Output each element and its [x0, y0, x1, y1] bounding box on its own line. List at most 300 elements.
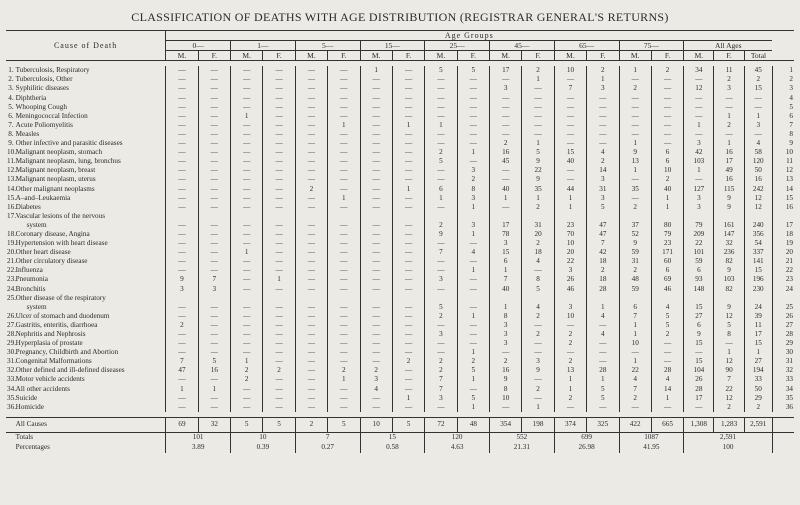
value-cell: 52	[619, 230, 651, 239]
value-cell: —	[619, 75, 651, 84]
value-cell: —	[554, 403, 586, 412]
value-cell: —	[166, 339, 198, 348]
value-cell: —	[166, 121, 198, 130]
value-cell: —	[392, 175, 424, 184]
value-cell: —	[198, 312, 230, 321]
empty-cell	[651, 212, 683, 221]
value-cell: —	[328, 239, 360, 248]
empty-cell	[263, 212, 295, 221]
value-cell: —	[295, 148, 327, 157]
value-cell: —	[360, 166, 392, 175]
value-cell: 54	[744, 239, 772, 248]
row-number: 15	[772, 194, 794, 203]
value-cell: —	[392, 239, 424, 248]
value-cell: 5	[587, 203, 619, 212]
value-cell: 101	[684, 248, 714, 257]
value-cell: 1	[328, 375, 360, 384]
empty-cell	[651, 294, 683, 303]
table-row	[6, 303, 794, 312]
value-cell: —	[231, 285, 263, 294]
female-header: F.	[457, 51, 489, 61]
value-cell: —	[425, 239, 457, 248]
value-cell: 6	[651, 148, 683, 157]
table-row	[6, 212, 794, 221]
value-cell: —	[198, 130, 230, 139]
value-cell: —	[457, 121, 489, 130]
value-cell: 15	[554, 148, 586, 157]
value-cell: —	[263, 103, 295, 112]
cause-label: Other defined and ill-defined diseases	[15, 366, 125, 375]
row-number: 13	[772, 175, 794, 184]
value-cell: —	[619, 175, 651, 184]
value-cell: —	[392, 385, 424, 394]
empty-cell	[198, 212, 230, 221]
value-cell: —	[166, 348, 198, 357]
female-header: F.	[263, 51, 295, 61]
value-cell: —	[328, 157, 360, 166]
value-cell: —	[392, 194, 424, 203]
value-cell: 50	[744, 385, 772, 394]
value-cell: 1	[425, 194, 457, 203]
value-cell: 10	[554, 66, 586, 75]
value-cell: 93	[684, 275, 714, 284]
value-cell: 1	[231, 112, 263, 121]
cause-number: 27.	[7, 320, 16, 329]
value-cell: —	[490, 130, 522, 139]
table-row	[6, 194, 794, 203]
empty-cell	[744, 294, 772, 303]
empty-cell	[295, 294, 327, 303]
value-cell: —	[198, 221, 230, 230]
empty-cell	[772, 432, 794, 443]
value-cell: 198	[522, 417, 554, 432]
value-cell: 5	[522, 285, 554, 294]
value-cell: 42	[684, 148, 714, 157]
value-cell: —	[328, 203, 360, 212]
value-cell: 1	[263, 275, 295, 284]
value-cell: 69	[166, 417, 198, 432]
value-cell: —	[554, 121, 586, 130]
value-cell: 9	[619, 239, 651, 248]
value-cell: 45	[490, 157, 522, 166]
empty-cell	[714, 212, 744, 221]
value-cell: —	[198, 348, 230, 357]
empty-cell	[490, 212, 522, 221]
cause-number: 28.	[7, 330, 16, 338]
value-cell: 1	[328, 121, 360, 130]
value-cell: —	[231, 312, 263, 321]
value-cell: —	[587, 130, 619, 139]
value-cell: —	[295, 248, 327, 257]
value-cell: 45	[744, 66, 772, 75]
value-cell: —	[684, 348, 714, 357]
value-cell: —	[744, 130, 772, 139]
value-cell: —	[392, 285, 424, 294]
empty-cell	[587, 294, 619, 303]
value-cell: —	[263, 239, 295, 248]
value-cell: —	[392, 94, 424, 103]
value-cell: —	[166, 375, 198, 384]
empty-cell	[457, 212, 489, 221]
value-cell: —	[295, 375, 327, 384]
totals-cell: 101	[166, 432, 231, 443]
value-cell: 3	[198, 285, 230, 294]
cause-number: 13.	[7, 175, 16, 184]
value-cell: 240	[744, 221, 772, 230]
value-cell: 15	[684, 339, 714, 348]
value-cell: —	[490, 166, 522, 175]
value-cell: 70	[554, 230, 586, 239]
value-cell: 325	[587, 417, 619, 432]
value-cell: 20	[554, 248, 586, 257]
value-cell: —	[392, 203, 424, 212]
value-cell: —	[166, 84, 198, 93]
value-cell: 3	[587, 175, 619, 184]
value-cell: 1	[714, 348, 744, 357]
empty-cell	[231, 294, 263, 303]
row-number: 24	[772, 285, 794, 294]
value-cell: 1	[714, 139, 744, 148]
value-cell: —	[392, 66, 424, 75]
row-number: 30	[772, 348, 794, 357]
value-cell: 5	[425, 66, 457, 75]
male-header: M.	[360, 51, 392, 61]
value-cell: —	[522, 103, 554, 112]
cause-label: Diphtheria	[15, 93, 47, 102]
female-header: F.	[714, 51, 744, 61]
table-row	[6, 130, 794, 139]
value-cell: —	[619, 121, 651, 130]
value-cell: —	[392, 330, 424, 339]
value-cell: 2	[522, 312, 554, 321]
value-cell: —	[587, 348, 619, 357]
cause-number: 19.	[7, 239, 16, 248]
value-cell: 356	[744, 230, 772, 239]
value-cell: 1	[651, 394, 683, 403]
value-cell: 3	[425, 330, 457, 339]
empty-cell	[6, 417, 15, 432]
value-cell: —	[166, 312, 198, 321]
value-cell: —	[425, 403, 457, 412]
percentages-row	[6, 443, 794, 453]
table-row	[6, 348, 794, 357]
table-row	[6, 94, 794, 103]
value-cell: 1	[522, 194, 554, 203]
empty-cell	[360, 294, 392, 303]
value-cell: —	[231, 321, 263, 330]
value-cell: 22	[619, 366, 651, 375]
value-cell: 16	[744, 175, 772, 184]
cause-number: 30.	[7, 348, 16, 357]
value-cell: 22	[714, 385, 744, 394]
value-cell: —	[425, 94, 457, 103]
value-cell: 2	[651, 66, 683, 75]
cause-number: 16.	[7, 202, 16, 211]
value-cell: —	[328, 312, 360, 321]
value-cell: —	[651, 139, 683, 148]
value-cell: —	[295, 203, 327, 212]
empty-cell	[772, 212, 794, 221]
totals-cell: 10	[231, 432, 296, 443]
value-cell: 3	[490, 330, 522, 339]
value-cell: 7	[619, 312, 651, 321]
value-cell: 60	[651, 257, 683, 266]
row-number: 5	[772, 103, 794, 112]
value-cell: —	[231, 185, 263, 194]
value-cell: 2	[425, 148, 457, 157]
value-cell: 2	[328, 366, 360, 375]
value-cell: —	[651, 403, 683, 412]
value-cell: 40	[490, 285, 522, 294]
value-cell: —	[198, 139, 230, 148]
value-cell: —	[166, 248, 198, 257]
value-cell: —	[328, 230, 360, 239]
row-number: 10	[772, 148, 794, 157]
value-cell: —	[198, 230, 230, 239]
value-cell: —	[360, 266, 392, 275]
value-cell: 2	[360, 366, 392, 375]
value-cell: —	[295, 239, 327, 248]
value-cell: —	[457, 285, 489, 294]
female-header: F.	[328, 51, 360, 61]
empty-cell	[263, 294, 295, 303]
cause-label: Influenza	[15, 266, 43, 275]
value-cell: —	[231, 139, 263, 148]
value-cell: 1	[554, 194, 586, 203]
value-cell: —	[425, 112, 457, 121]
total-header: Total	[744, 51, 772, 61]
value-cell: 2	[744, 403, 772, 412]
value-cell: 15	[490, 248, 522, 257]
value-cell: 1	[684, 121, 714, 130]
value-cell: 24	[744, 303, 772, 312]
value-cell: 5	[231, 417, 263, 432]
value-cell: —	[231, 66, 263, 75]
value-cell: —	[231, 75, 263, 84]
value-cell: —	[490, 121, 522, 130]
value-cell: 7	[554, 84, 586, 93]
value-cell: 2	[166, 321, 198, 330]
value-cell: 12	[714, 394, 744, 403]
value-cell: 2	[263, 366, 295, 375]
value-cell: —	[166, 203, 198, 212]
value-cell: 1	[619, 139, 651, 148]
value-cell: 6	[490, 257, 522, 266]
value-cell: 120	[744, 157, 772, 166]
value-cell: —	[295, 175, 327, 184]
empty-cell	[295, 212, 327, 221]
value-cell: —	[651, 84, 683, 93]
cause-number: 14.	[7, 184, 16, 193]
value-cell: —	[457, 84, 489, 93]
value-cell: —	[554, 175, 586, 184]
value-cell: —	[263, 339, 295, 348]
value-cell: —	[744, 103, 772, 112]
cause-number: 35.	[7, 393, 16, 402]
value-cell: 2	[231, 366, 263, 375]
value-cell: —	[392, 75, 424, 84]
value-cell: 17	[490, 66, 522, 75]
value-cell: —	[198, 257, 230, 266]
value-cell: 1	[198, 385, 230, 394]
value-cell: 32	[714, 239, 744, 248]
value-cell: 1	[554, 385, 586, 394]
value-cell: 2	[619, 84, 651, 93]
row-number: 14	[772, 185, 794, 194]
value-cell: 28	[587, 285, 619, 294]
value-cell: 16	[490, 366, 522, 375]
value-cell: 1	[744, 348, 772, 357]
empty-cell	[360, 212, 392, 221]
value-cell: —	[392, 312, 424, 321]
value-cell: 3	[587, 194, 619, 203]
value-cell: —	[360, 248, 392, 257]
value-cell: 7	[198, 275, 230, 284]
cause-number: 12.	[7, 166, 16, 175]
value-cell: 3	[457, 194, 489, 203]
table-row	[6, 366, 794, 375]
value-cell: 8	[522, 275, 554, 284]
table-row	[6, 285, 794, 294]
value-cell: 3	[490, 239, 522, 248]
table-row	[6, 375, 794, 384]
value-cell: 5	[392, 417, 424, 432]
value-cell: —	[166, 66, 198, 75]
value-cell: 236	[714, 248, 744, 257]
value-cell: 12	[714, 312, 744, 321]
male-header: M.	[425, 51, 457, 61]
row-number: 23	[772, 275, 794, 284]
value-cell: 16	[714, 148, 744, 157]
empty-cell	[772, 417, 794, 432]
value-cell: —	[263, 75, 295, 84]
cause-label: Other heart disease	[15, 248, 71, 257]
value-cell: 104	[684, 366, 714, 375]
table-row	[6, 139, 794, 148]
empty-cell	[457, 294, 489, 303]
value-cell: —	[263, 185, 295, 194]
value-cell: 2	[651, 330, 683, 339]
value-cell: 3	[425, 275, 457, 284]
value-cell: 50	[744, 166, 772, 175]
empty-cell	[6, 221, 15, 230]
value-cell: 3	[684, 194, 714, 203]
value-cell: —	[328, 285, 360, 294]
value-cell: 3	[457, 166, 489, 175]
value-cell: —	[166, 94, 198, 103]
table-row	[6, 339, 794, 348]
value-cell: 8	[457, 185, 489, 194]
value-cell: 6	[651, 157, 683, 166]
value-cell: —	[619, 194, 651, 203]
value-cell: —	[360, 112, 392, 121]
empty-cell	[522, 212, 554, 221]
value-cell: 22	[522, 166, 554, 175]
age-group-header: 45—	[490, 41, 555, 51]
value-cell: 3	[684, 139, 714, 148]
value-cell: 1	[554, 203, 586, 212]
value-cell: 2	[425, 357, 457, 366]
cause-label: Hypertension with heart disease	[15, 239, 108, 248]
value-cell: 7	[714, 375, 744, 384]
totals-cell: 2,591	[684, 432, 773, 443]
value-cell: —	[166, 157, 198, 166]
value-cell: —	[392, 166, 424, 175]
value-cell: 23	[651, 239, 683, 248]
table-row	[6, 294, 794, 303]
value-cell: —	[457, 321, 489, 330]
empty-cell	[231, 212, 263, 221]
value-cell: —	[231, 330, 263, 339]
value-cell: —	[263, 84, 295, 93]
value-cell: 23	[554, 221, 586, 230]
empty-cell	[328, 294, 360, 303]
cause-label: Congenital Malformations	[15, 357, 92, 366]
value-cell: 10	[490, 394, 522, 403]
female-header: F.	[392, 51, 424, 61]
value-cell: 4	[360, 385, 392, 394]
value-cell: 1	[231, 248, 263, 257]
value-cell: 1	[651, 203, 683, 212]
value-cell: 3	[490, 339, 522, 348]
value-cell: —	[295, 285, 327, 294]
value-cell: 16	[198, 366, 230, 375]
percentages-cell: 100	[684, 443, 773, 453]
value-cell: 29	[744, 394, 772, 403]
value-cell: 3	[166, 285, 198, 294]
value-cell: 3	[744, 121, 772, 130]
value-cell: —	[198, 203, 230, 212]
cause-label: All other accidents	[15, 384, 70, 393]
value-cell: 103	[714, 275, 744, 284]
value-cell: —	[328, 221, 360, 230]
value-cell: —	[328, 303, 360, 312]
value-cell: —	[295, 385, 327, 394]
value-cell: —	[295, 394, 327, 403]
value-cell: 3	[490, 84, 522, 93]
table-row	[6, 75, 794, 84]
cause-number: 25.	[7, 293, 16, 302]
cause-label: Other malignant neoplasms	[15, 184, 95, 193]
value-cell: 1	[651, 194, 683, 203]
value-cell: 14	[651, 385, 683, 394]
value-cell: 8	[490, 385, 522, 394]
value-cell: —	[425, 75, 457, 84]
value-cell: —	[425, 321, 457, 330]
row-number: 33	[772, 375, 794, 384]
cause-label: Pregnancy, Childbirth and Abortion	[15, 348, 119, 357]
value-cell: —	[360, 285, 392, 294]
empty-cell	[587, 212, 619, 221]
value-cell: —	[651, 130, 683, 139]
value-cell: 6	[684, 321, 714, 330]
value-cell: —	[619, 403, 651, 412]
table-row	[6, 121, 794, 130]
value-cell: —	[684, 175, 714, 184]
value-cell: —	[457, 303, 489, 312]
value-cell: 1,283	[714, 417, 744, 432]
percentages-cell: 26.98	[554, 443, 619, 453]
value-cell: 9	[490, 375, 522, 384]
value-cell: —	[231, 194, 263, 203]
value-cell: 7	[425, 375, 457, 384]
age-group-header: All Ages	[684, 41, 773, 51]
value-cell: —	[231, 257, 263, 266]
table-row	[6, 275, 794, 284]
value-cell: 1	[457, 348, 489, 357]
value-cell: —	[295, 339, 327, 348]
value-cell: —	[198, 121, 230, 130]
